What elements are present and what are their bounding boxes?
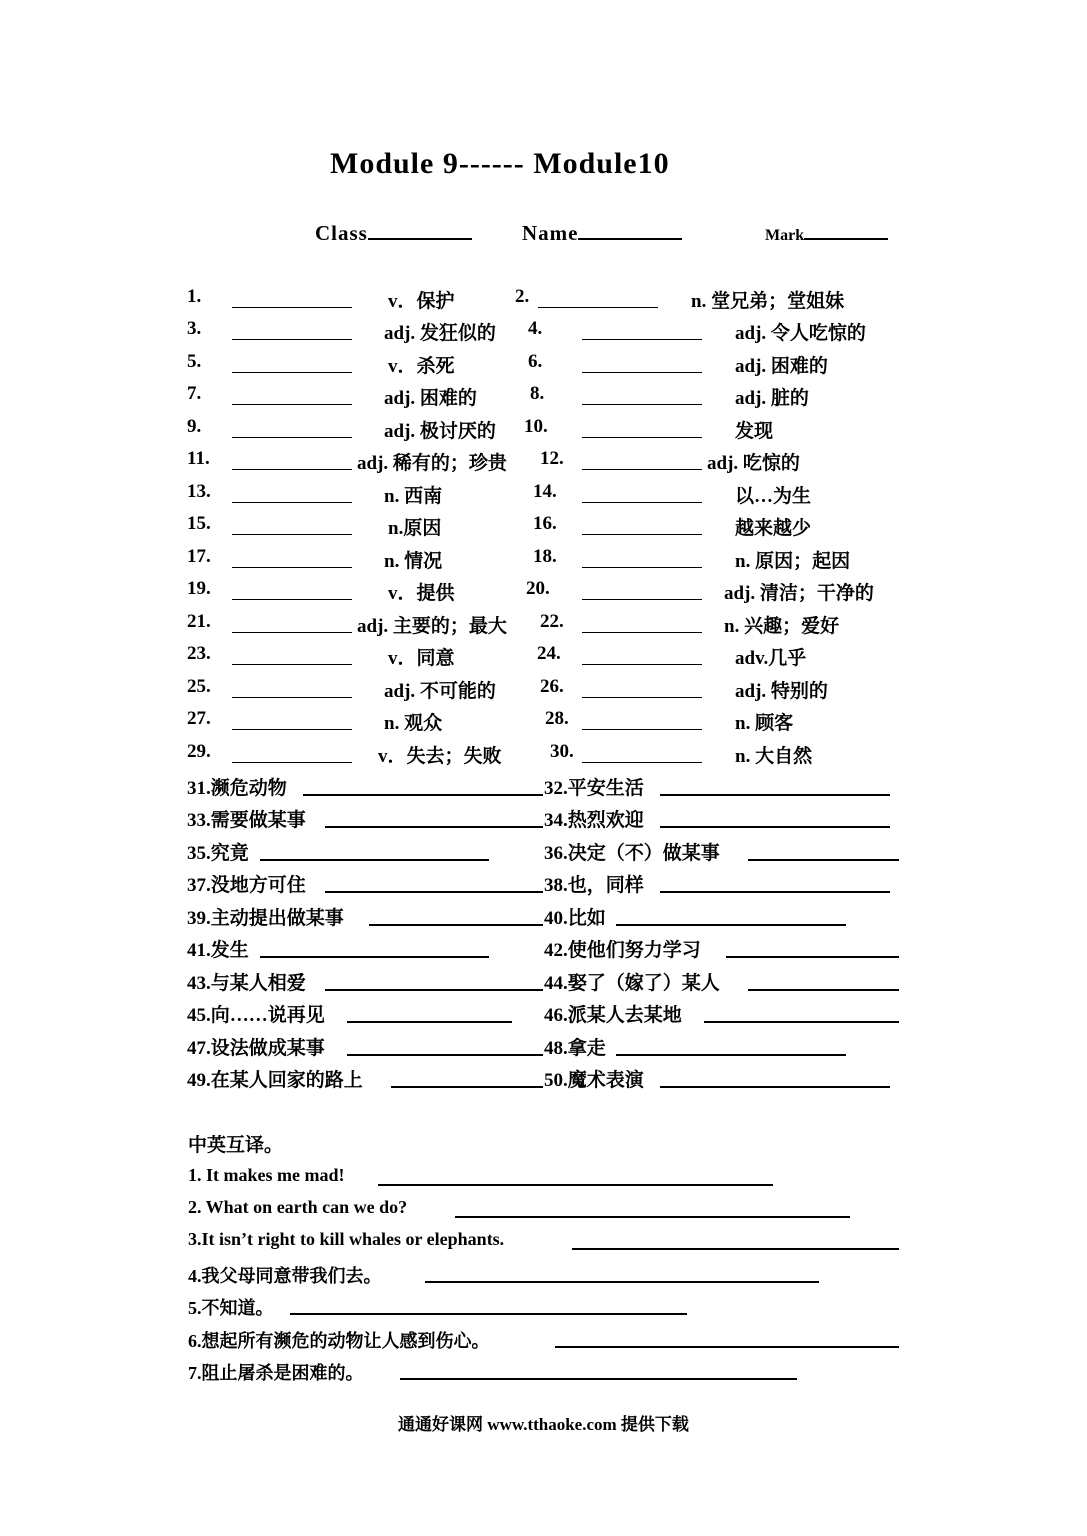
answer-blank[interactable] bbox=[232, 372, 352, 373]
item-number: 25. bbox=[187, 676, 211, 697]
item-number: 2. bbox=[515, 286, 530, 307]
answer-blank[interactable] bbox=[616, 1054, 846, 1056]
item-number: 27. bbox=[187, 708, 211, 729]
item-number: 7. bbox=[187, 383, 202, 404]
answer-blank[interactable] bbox=[232, 599, 352, 600]
class-label: Class bbox=[315, 221, 368, 245]
phrase-label: 37.没地方可住 bbox=[187, 875, 306, 896]
answer-blank[interactable] bbox=[347, 1021, 512, 1023]
item-number: 5. bbox=[187, 351, 202, 372]
answer-blank[interactable] bbox=[572, 1248, 899, 1250]
answer-blank[interactable] bbox=[232, 762, 352, 763]
answer-blank[interactable] bbox=[660, 794, 890, 796]
answer-blank[interactable] bbox=[582, 469, 702, 470]
answer-blank[interactable] bbox=[232, 697, 352, 698]
vocab-row bbox=[0, 705, 1087, 735]
item-number: 19. bbox=[187, 578, 211, 599]
item-number: 17. bbox=[187, 546, 211, 567]
item-number: 26. bbox=[540, 676, 564, 697]
answer-blank[interactable] bbox=[660, 1086, 890, 1088]
item-meaning: 越来越少 bbox=[735, 518, 812, 539]
phrase-row bbox=[0, 1062, 1087, 1092]
phrase-row bbox=[0, 802, 1087, 832]
item-meaning: adj. 极讨厌的 bbox=[384, 421, 496, 442]
answer-blank[interactable] bbox=[582, 372, 702, 373]
name-blank[interactable] bbox=[578, 218, 682, 240]
phrase-label: 35.究竟 bbox=[187, 843, 249, 864]
item-meaning: v．同意 bbox=[388, 648, 455, 669]
answer-blank[interactable] bbox=[232, 664, 352, 665]
answer-blank[interactable] bbox=[290, 1313, 687, 1315]
item-number: 21. bbox=[187, 611, 211, 632]
translation-row bbox=[0, 1162, 1087, 1192]
answer-blank[interactable] bbox=[582, 502, 702, 503]
phrase-label: 47.设法做成某事 bbox=[187, 1038, 325, 1059]
item-meaning: n. 情况 bbox=[384, 551, 443, 572]
phrase-row bbox=[0, 932, 1087, 962]
answer-blank[interactable] bbox=[232, 469, 352, 470]
answer-blank[interactable] bbox=[582, 437, 702, 438]
item-meaning: adj. 清洁；干净的 bbox=[724, 583, 874, 604]
item-number: 3. bbox=[187, 318, 202, 339]
answer-blank[interactable] bbox=[232, 534, 352, 535]
answer-blank[interactable] bbox=[455, 1216, 850, 1218]
phrase-label: 40.比如 bbox=[544, 908, 606, 929]
item-meaning: adj. 不可能的 bbox=[384, 681, 496, 702]
answer-blank[interactable] bbox=[400, 1378, 797, 1380]
item-meaning: n.原因 bbox=[388, 518, 442, 539]
translation-prompt: 3.It isn’t right to kill whales or elephants. bbox=[188, 1229, 505, 1249]
vocab-row bbox=[0, 283, 1087, 313]
answer-blank[interactable] bbox=[232, 567, 352, 568]
item-number: 11. bbox=[187, 448, 210, 469]
item-meaning: v．失去；失败 bbox=[378, 746, 502, 767]
item-number: 4. bbox=[528, 318, 543, 339]
answer-blank[interactable] bbox=[425, 1281, 819, 1283]
class-blank[interactable] bbox=[368, 218, 472, 240]
vocab-row bbox=[0, 673, 1087, 703]
phrase-label: 42.使他们努力学习 bbox=[544, 940, 701, 961]
item-meaning: adv.几乎 bbox=[735, 648, 807, 669]
item-number: 12. bbox=[540, 448, 564, 469]
class-field bbox=[315, 218, 472, 246]
item-meaning: 以…为生 bbox=[735, 486, 812, 507]
answer-blank[interactable] bbox=[582, 404, 702, 405]
vocab-row bbox=[0, 640, 1087, 670]
vocab-row bbox=[0, 445, 1087, 475]
phrase-label: 31.濒危动物 bbox=[187, 778, 287, 799]
answer-blank[interactable] bbox=[232, 632, 352, 633]
answer-blank[interactable] bbox=[582, 762, 702, 763]
phrase-row bbox=[0, 770, 1087, 800]
phrase-label: 46.派某人去某地 bbox=[544, 1005, 682, 1026]
phrase-label: 50.魔术表演 bbox=[544, 1070, 644, 1091]
item-meaning: v．杀死 bbox=[388, 356, 455, 377]
item-number: 16. bbox=[533, 513, 557, 534]
item-meaning: n. 西南 bbox=[384, 486, 443, 507]
item-meaning: 发现 bbox=[735, 421, 774, 442]
item-meaning: n. 大自然 bbox=[735, 746, 813, 767]
translation-prompt: 4.我父母同意带我们去。 bbox=[188, 1266, 382, 1286]
answer-blank[interactable] bbox=[391, 1086, 543, 1088]
mark-label: Mark bbox=[765, 227, 805, 244]
phrase-label: 36.决定（不）做某事 bbox=[544, 843, 720, 864]
answer-blank[interactable] bbox=[582, 534, 702, 535]
item-meaning: n. 观众 bbox=[384, 713, 443, 734]
item-meaning: v．保护 bbox=[388, 291, 455, 312]
answer-blank[interactable] bbox=[232, 502, 352, 503]
answer-blank[interactable] bbox=[726, 956, 899, 958]
item-meaning: n. 原因；起因 bbox=[735, 551, 851, 572]
phrase-row bbox=[0, 1030, 1087, 1060]
phrase-label: 44.娶了（嫁了）某人 bbox=[544, 973, 720, 994]
phrase-label: 43.与某人相爱 bbox=[187, 973, 306, 994]
item-number: 30. bbox=[550, 741, 574, 762]
answer-blank[interactable] bbox=[582, 729, 702, 730]
item-meaning: adj. 发狂似的 bbox=[384, 323, 496, 344]
phrase-label: 34.热烈欢迎 bbox=[544, 810, 644, 831]
vocab-row bbox=[0, 478, 1087, 508]
item-meaning: adj. 特别的 bbox=[735, 681, 828, 702]
phrase-label: 33.需要做某事 bbox=[187, 810, 306, 831]
phrase-label: 38.也，同样 bbox=[544, 875, 644, 896]
item-meaning: v．提供 bbox=[388, 583, 455, 604]
item-meaning: adj. 困难的 bbox=[384, 388, 477, 409]
vocab-row bbox=[0, 413, 1087, 443]
phrase-row bbox=[0, 900, 1087, 930]
item-number: 23. bbox=[187, 643, 211, 664]
answer-blank[interactable] bbox=[582, 632, 702, 633]
item-meaning: adj. 脏的 bbox=[735, 388, 809, 409]
phrase-label: 32.平安生活 bbox=[544, 778, 644, 799]
item-number: 6. bbox=[528, 351, 543, 372]
answer-blank[interactable] bbox=[232, 339, 352, 340]
item-number: 10. bbox=[524, 416, 548, 437]
answer-blank[interactable] bbox=[582, 599, 702, 600]
translation-prompt: 1. It makes me mad! bbox=[188, 1165, 345, 1185]
vocab-row bbox=[0, 315, 1087, 345]
vocab-row bbox=[0, 575, 1087, 605]
translation-row bbox=[0, 1194, 1087, 1224]
answer-blank[interactable] bbox=[369, 924, 543, 926]
item-number: 15. bbox=[187, 513, 211, 534]
answer-blank[interactable] bbox=[260, 956, 489, 958]
item-meaning: n. 堂兄弟；堂姐妹 bbox=[691, 291, 845, 312]
answer-blank[interactable] bbox=[616, 924, 846, 926]
item-number: 8. bbox=[530, 383, 545, 404]
item-number: 13. bbox=[187, 481, 211, 502]
phrase-row bbox=[0, 965, 1087, 995]
answer-blank[interactable] bbox=[232, 404, 352, 405]
phrase-label: 49.在某人回家的路上 bbox=[187, 1070, 363, 1091]
translation-row bbox=[0, 1291, 1087, 1321]
footer-credit: 通通好课网 www.tthaoke.com 提供下载 bbox=[398, 1415, 689, 1434]
translation-prompt: 7.阻止屠杀是困难的。 bbox=[188, 1363, 364, 1383]
item-number: 22. bbox=[540, 611, 564, 632]
answer-blank[interactable] bbox=[303, 794, 543, 796]
phrase-label: 45.向……说再见 bbox=[187, 1005, 325, 1026]
item-number: 14. bbox=[533, 481, 557, 502]
vocab-row bbox=[0, 380, 1087, 410]
phrase-row bbox=[0, 867, 1087, 897]
answer-blank[interactable] bbox=[325, 989, 543, 991]
phrase-label: 39.主动提出做某事 bbox=[187, 908, 344, 929]
item-number: 28. bbox=[545, 708, 569, 729]
item-number: 20. bbox=[526, 578, 550, 599]
section-title: 中英互译。 bbox=[188, 1135, 284, 1156]
answer-blank[interactable] bbox=[582, 664, 702, 665]
item-meaning: adj. 令人吃惊的 bbox=[735, 323, 866, 344]
answer-blank[interactable] bbox=[660, 826, 890, 828]
answer-blank[interactable] bbox=[660, 891, 890, 893]
vocab-row bbox=[0, 738, 1087, 768]
item-meaning: adj. 主要的；最大 bbox=[357, 616, 507, 637]
answer-blank[interactable] bbox=[325, 891, 543, 893]
phrase-label: 41.发生 bbox=[187, 940, 249, 961]
item-meaning: adj. 稀有的；珍贵 bbox=[357, 453, 507, 474]
answer-blank[interactable] bbox=[555, 1346, 899, 1348]
answer-blank[interactable] bbox=[704, 1021, 899, 1023]
item-meaning: n. 顾客 bbox=[735, 713, 794, 734]
translation-prompt: 2. What on earth can we do? bbox=[188, 1197, 408, 1217]
answer-blank[interactable] bbox=[748, 989, 899, 991]
answer-blank[interactable] bbox=[378, 1184, 773, 1186]
answer-blank[interactable] bbox=[748, 859, 899, 861]
name-field bbox=[522, 218, 682, 246]
vocab-row bbox=[0, 608, 1087, 638]
phrase-row bbox=[0, 997, 1087, 1027]
item-number: 9. bbox=[187, 416, 202, 437]
translation-row bbox=[0, 1226, 1087, 1256]
translation-row bbox=[0, 1259, 1087, 1289]
translation-row bbox=[0, 1356, 1087, 1386]
page-title: Module 9------ Module10 bbox=[330, 147, 670, 180]
translation-row bbox=[0, 1324, 1087, 1354]
vocab-row bbox=[0, 510, 1087, 540]
item-number: 24. bbox=[537, 643, 561, 664]
item-number: 18. bbox=[533, 546, 557, 567]
answer-blank[interactable] bbox=[232, 729, 352, 730]
answer-blank[interactable] bbox=[582, 339, 702, 340]
answer-blank[interactable] bbox=[325, 826, 543, 828]
translation-prompt: 5.不知道。 bbox=[188, 1298, 274, 1318]
phrase-label: 48.拿走 bbox=[544, 1038, 606, 1059]
item-meaning: adj. 困难的 bbox=[735, 356, 828, 377]
phrase-row bbox=[0, 835, 1087, 865]
answer-blank[interactable] bbox=[538, 307, 658, 308]
mark-blank[interactable] bbox=[804, 218, 888, 240]
answer-blank[interactable] bbox=[582, 567, 702, 568]
vocab-row bbox=[0, 543, 1087, 573]
translation-prompt: 6.想起所有濒危的动物让人感到伤心。 bbox=[188, 1331, 490, 1351]
answer-blank[interactable] bbox=[232, 437, 352, 438]
answer-blank[interactable] bbox=[582, 697, 702, 698]
item-meaning: n. 兴趣；爱好 bbox=[724, 616, 840, 637]
item-number: 1. bbox=[187, 286, 202, 307]
vocab-row bbox=[0, 348, 1087, 378]
name-label: Name bbox=[522, 221, 579, 245]
mark-field bbox=[765, 218, 888, 245]
answer-blank[interactable] bbox=[232, 307, 352, 308]
answer-blank[interactable] bbox=[260, 859, 489, 861]
item-number: 29. bbox=[187, 741, 211, 762]
answer-blank[interactable] bbox=[347, 1054, 543, 1056]
item-meaning: adj. 吃惊的 bbox=[707, 453, 800, 474]
